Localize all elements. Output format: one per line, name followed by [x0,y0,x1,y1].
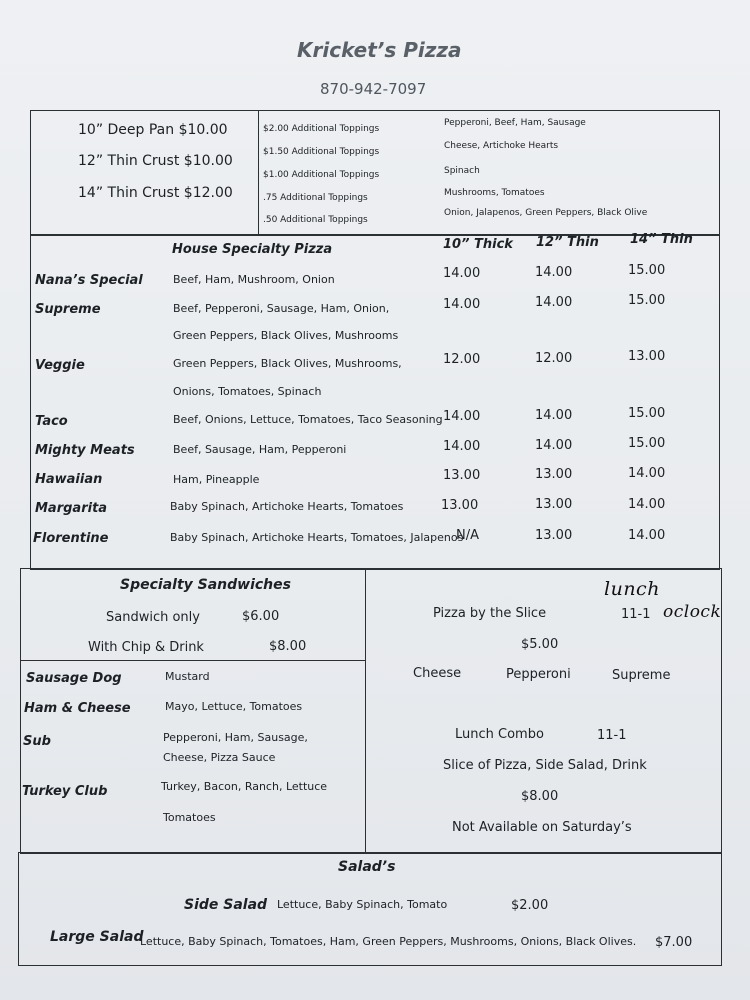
price-12: 12.00 [535,351,573,366]
pizza-desc-line2: Onions, Tomatoes, Spinach [173,385,322,398]
pizza-name: Nana’s Special [35,273,143,288]
topping-price: .75 Additional Toppings [263,193,368,203]
column-10-thick: 10” Thick [443,237,513,252]
size-14-thin-crust: 14” Thin Crust $12.00 [78,185,233,201]
sandwich-combo-label: With Chip & Drink [88,640,204,655]
size-10-deep-pan: 10” Deep Pan $10.00 [78,122,228,138]
pizza-desc: Beef, Pepperoni, Sausage, Ham, Onion, [173,302,390,315]
price-10: 14.00 [443,439,481,454]
pizza-name: Hawaiian [35,472,103,487]
column-12-thin: 12” Thin [536,235,599,250]
lunch-combo-desc: Slice of Pizza, Side Salad, Drink [443,758,647,773]
slice-price: $5.00 [521,637,559,652]
topping-price: $1.50 Additional Toppings [263,147,380,157]
price-14: 15.00 [628,436,666,451]
pizza-desc: Beef, Sausage, Ham, Pepperoni [173,443,347,456]
handwritten-lunch: lunch [604,578,660,600]
pizza-desc: Baby Spinach, Artichoke Hearts, Tomatoes, Jalapenos [170,531,464,544]
sandwich-desc-line2: Tomatoes [163,811,216,824]
handwritten-oclock: oclock [663,602,722,622]
price-14: 15.00 [628,263,666,278]
sandwich-desc: Mayo, Lettuce, Tomatoes [165,700,303,713]
topping-items: Spinach [444,166,480,176]
price-12: 14.00 [535,438,573,453]
price-12: 14.00 [535,265,573,280]
sandwich-only-price: $6.00 [242,609,280,624]
pizza-name: Margarita [35,501,108,516]
price-10: 14.00 [443,266,481,281]
side-salad-desc: Lettuce, Baby Spinach, Tomato [277,898,448,911]
lunch-combo-time: 11-1 [597,728,627,743]
topping-price: $1.00 Additional Toppings [263,170,380,180]
lunch-combo-label: Lunch Combo [455,727,544,742]
sandwich-combo-price: $8.00 [269,639,307,654]
sandwich-desc: Mustard [165,670,210,683]
sandwich-only-label: Sandwich only [106,610,200,625]
size-12-thin-crust: 12” Thin Crust $10.00 [78,153,233,169]
price-10: 13.00 [441,498,479,513]
topping-items: Onion, Jalapenos, Green Peppers, Black Olive [444,208,648,218]
pizza-name: Taco [35,414,68,429]
large-salad-desc: Lettuce, Baby Spinach, Tomatoes, Ham, Green Peppers, Mushrooms, Onions, Black Olives. [140,935,637,948]
price-14: 13.00 [628,349,666,364]
sandwich-name: Sausage Dog [26,671,122,686]
pizza-name: Veggie [35,358,85,373]
price-14: 14.00 [628,497,666,512]
sandwich-desc-line2: Cheese, Pizza Sauce [163,751,276,764]
sandwiches-heading: Specialty Sandwiches [120,577,291,593]
price-10: 13.00 [443,468,481,483]
slice-label: Pizza by the Slice [433,606,547,621]
price-14: 15.00 [628,293,666,308]
pizza-name: Supreme [35,302,101,317]
topping-items: Pepperoni, Beef, Ham, Sausage [444,118,586,128]
slice-option: Pepperoni [506,667,571,682]
side-salad-price: $2.00 [511,898,549,913]
price-12: 13.00 [535,528,573,543]
pizza-desc: Green Peppers, Black Olives, Mushrooms, [173,357,402,370]
side-salad-name: Side Salad [184,897,268,913]
price-12: 13.00 [535,497,573,512]
price-10: N/A [456,528,479,543]
sandwich-name: Sub [23,734,51,749]
price-12: 14.00 [535,295,573,310]
price-12: 13.00 [535,467,573,482]
pizza-desc: Ham, Pineapple [173,473,260,486]
large-salad-price: $7.00 [655,935,693,950]
price-12: 14.00 [535,408,573,423]
sandwich-desc: Turkey, Bacon, Ranch, Lettuce [161,780,328,793]
lunch-note: Not Available on Saturday’s [452,820,632,835]
price-10: 14.00 [443,409,481,424]
pizza-name: Mighty Meats [35,443,135,458]
divider [365,568,366,852]
restaurant-name: Kricket’s Pizza [297,38,462,62]
specialty-heading: House Specialty Pizza [172,242,333,257]
price-14: 14.00 [628,466,666,481]
price-10: 14.00 [443,297,481,312]
sandwich-name: Ham & Cheese [24,701,131,716]
pizza-desc-line2: Green Peppers, Black Olives, Mushrooms [173,329,399,342]
price-10: 12.00 [443,352,481,367]
salads-heading: Salad’s [338,859,396,875]
pizza-name: Florentine [33,531,109,546]
pizza-desc: Beef, Onions, Lettuce, Tomatoes, Taco Seasoning [173,413,443,426]
topping-items: Cheese, Artichoke Hearts [444,141,559,151]
topping-price: .50 Additional Toppings [263,215,368,225]
pizza-desc: Baby Spinach, Artichoke Hearts, Tomatoes [170,500,404,513]
sandwich-name: Turkey Club [22,784,108,799]
divider [20,660,365,661]
price-14: 14.00 [628,528,666,543]
sandwich-desc: Pepperoni, Ham, Sausage, [163,731,308,744]
slice-time: 11-1 [621,607,651,622]
slice-option: Cheese [413,666,462,681]
pizza-desc: Beef, Ham, Mushroom, Onion [173,273,335,286]
column-14-thin: 14” Thin [630,232,693,247]
slice-option: Supreme [612,668,671,683]
divider [258,110,259,234]
price-14: 15.00 [628,406,666,421]
topping-price: $2.00 Additional Toppings [263,124,380,134]
lunch-combo-price: $8.00 [521,789,559,804]
large-salad-name: Large Salad [50,929,144,945]
topping-items: Mushrooms, Tomatoes [444,188,545,198]
phone-number: 870-942-7097 [320,80,427,98]
